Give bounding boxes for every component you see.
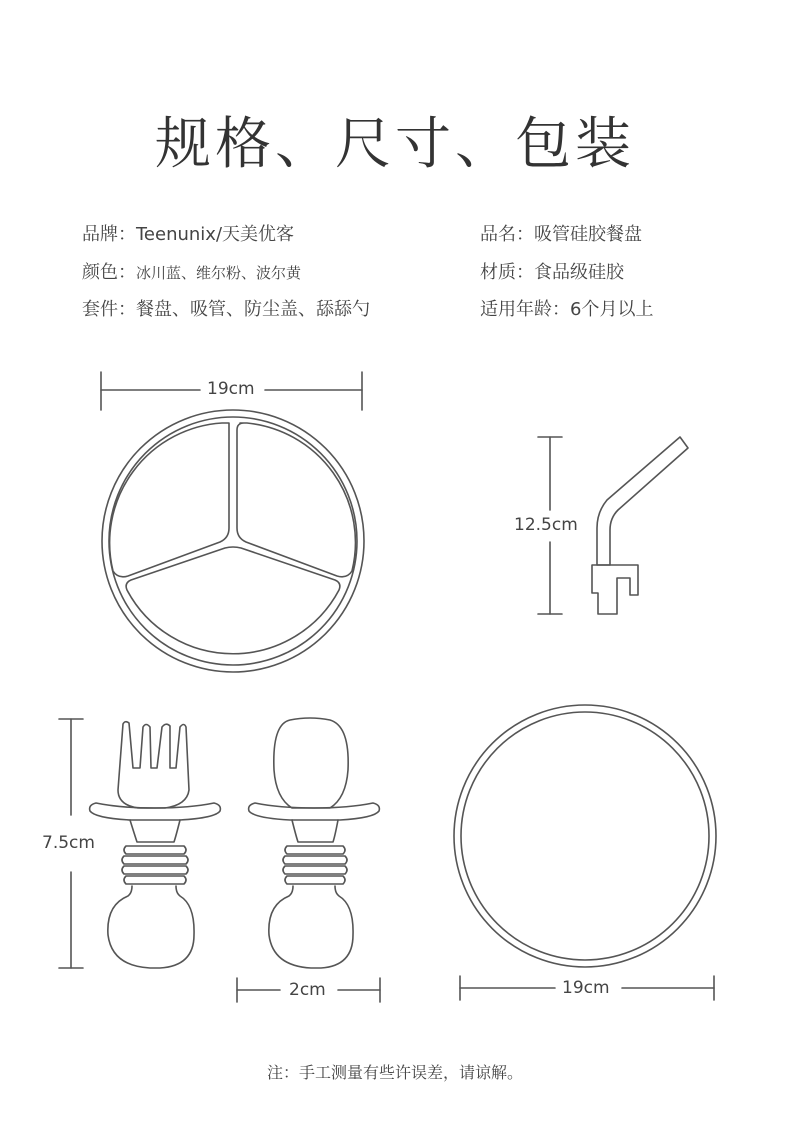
straw-drawing	[592, 437, 688, 614]
spec-kit-label: 套件：	[82, 299, 136, 320]
fork-drawing	[90, 722, 221, 968]
utensil-width-label: 2cm	[285, 980, 330, 1000]
spoon-drawing	[249, 718, 380, 968]
spec-product-name-label: 品名：	[480, 224, 534, 245]
spec-material-value: 食品级硅胶	[534, 262, 624, 283]
spec-kit-value: 餐盘、吸管、防尘盖、舔舔勺	[136, 299, 370, 320]
spec-age-value: 6个月以上	[570, 299, 654, 320]
measurement-note: 注：手工测量有些许误差，请谅解。	[266, 1063, 523, 1082]
lid-drawing	[454, 705, 716, 967]
lid-width-label: 19cm	[558, 978, 614, 998]
spec-product-name-value: 吸管硅胶餐盘	[534, 224, 642, 245]
spec-brand-value: Teenunix/天美优客	[136, 224, 295, 245]
divided-plate-drawing	[102, 410, 364, 672]
utensil-height-label: 7.5cm	[38, 833, 99, 853]
spec-color-label: 颜色：	[82, 262, 136, 283]
straw-height-label: 12.5cm	[510, 515, 582, 535]
page-title: 规格、尺寸、包装	[155, 112, 635, 177]
spec-color-value: 冰川蓝、维尔粉、波尔黄	[136, 264, 302, 282]
spec-brand-label: 品牌：	[82, 224, 136, 245]
plate-width-label: 19cm	[203, 379, 259, 399]
spec-age-label: 适用年龄：	[480, 299, 570, 320]
spec-material-label: 材质：	[480, 262, 534, 283]
